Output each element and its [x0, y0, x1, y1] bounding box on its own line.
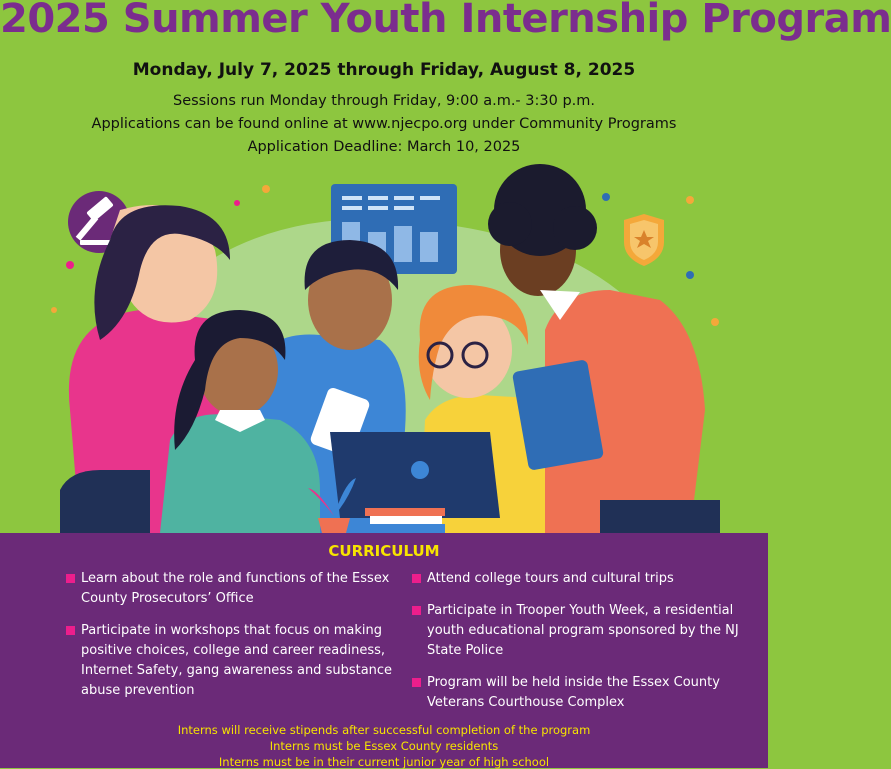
- page-title: 2025 Summer Youth Internship Program: [0, 0, 891, 42]
- curriculum-left-column: [66, 569, 396, 713]
- program-dates: Monday, July 7, 2025 through Friday, August 8, 2025: [132, 60, 636, 80]
- curriculum-item: [412, 601, 742, 661]
- students-illustration: [0, 170, 768, 533]
- curriculum-item: [412, 673, 742, 713]
- bullet-square-icon: [412, 574, 421, 583]
- curriculum-item-text: Participate in Trooper Youth Week, a residential youth educational program sponsored by the NJ State Police: [427, 603, 739, 658]
- applications-text: Applications can be found online at www.njecpo.org under Community Programs: [91, 116, 677, 132]
- stipend-note: Interns will receive stipends after successful completion of the program: [177, 723, 591, 737]
- curriculum-item-text: Participate in workshops that focus on making positive choices, college and career readiness, Internet Safety, gang awareness and substance abuse prevention: [81, 623, 393, 698]
- deadline-text: Application Deadline: March 10, 2025: [247, 139, 521, 155]
- junior-year-note: Interns must be in their current junior year of high school: [218, 755, 550, 769]
- bullet-square-icon: [412, 678, 421, 687]
- curriculum-right-column: [412, 569, 742, 725]
- curriculum-heading: CURRICULUM: [328, 542, 440, 560]
- curriculum-section: [0, 533, 768, 768]
- sessions-text: Sessions run Monday through Friday, 9:00 a.m.- 3:30 p.m.: [173, 93, 595, 109]
- bullet-square-icon: [412, 606, 421, 615]
- laptop: [330, 432, 500, 518]
- curriculum-item: [66, 569, 396, 609]
- police-badge-icon: [624, 214, 664, 266]
- bullet-square-icon: [66, 626, 75, 635]
- curriculum-item: [412, 569, 742, 589]
- curriculum-item-text: Program will be held inside the Essex County Veterans Courthouse Complex: [427, 675, 720, 710]
- residency-note: Interns must be Essex County residents: [269, 739, 499, 753]
- curriculum-item-text: Attend college tours and cultural trips: [427, 571, 674, 586]
- curriculum-item: [66, 621, 396, 701]
- curriculum-item-text: Learn about the role and functions of the Essex County Prosecutors’ Office: [81, 571, 390, 606]
- bullet-square-icon: [66, 574, 75, 583]
